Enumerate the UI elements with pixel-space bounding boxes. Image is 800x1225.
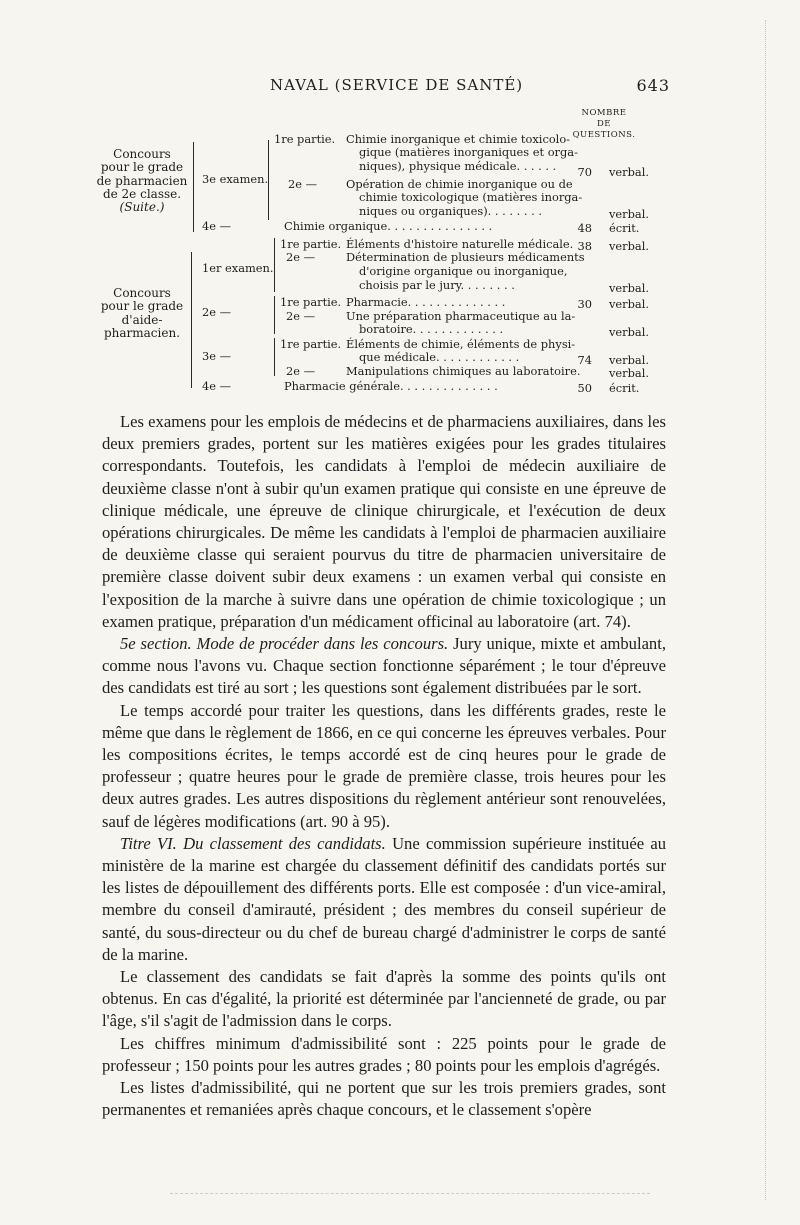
exam-label: 3e examen. [202, 172, 269, 186]
section-heading: 5e section. Mode de procéder dans les concours. [120, 634, 449, 654]
exam-brace [274, 296, 275, 334]
paragraph: Le temps accordé pour traiter les questions, dans les différents grades, reste le même que dans le règlement de 1866, en ce qui concerne les épreuves verbales. Pour les compositions écrites, le temps accordé est de cinq heures pour le grade de professeur ; quatre heures pour le grade de première classe, trois heures pour les deux autres grades. Les autres dispositions du règlement antérieur sont renouvelées, sauf de légères modifications (art. 90 à 95). [102, 700, 666, 831]
page-number: 643 [636, 76, 670, 95]
exam-table: Concours pour le grade de pharmacien de 2e classe. (Suite.) 3e examen. 1re partie. Chimie inorganique et chimie toxicolo- gique (matières inorganiques et orga- niques), physique médicale. . . . . . 70 verbal. 2e — Opération de chimie inorganique ou de chimie toxicologique (matières inorga- niques ou organiques). . . . . . . . verbal. 4e — Chimie organique. . . . . . . . . . . . . . . 48 écrit. Concours pour le grade d'aide- pharmacien. 1er examen. 1re partie. Éléments d'histoire naturelle médicale. 38 verbal. 2e — Détermination de plusieurs médicaments d'origine organique ou inorganique, choisis par le jury. . . . . . . . verbal. 2e — 1re partie. Pharmacie. . . . . . . . . . . . . . 30 verbal. 2e — Une préparation pharmaceutique au la- boratoire. . . . . . . . . . . . . verbal. 3e — 1re partie. Éléments de chimie, éléments de physi- que médicale. . . . . . . . . . . . 74 verbal. 2e — Manipulations chimiques au laboratoire. verbal. 4e — Pharmacie générale. . . . . . . . . . . . . . 50 écrit. [96, 132, 649, 395]
group-brace [193, 142, 194, 232]
group-label-pharmacien: Concours pour le grade de pharmacien de 2e classe. (Suite.) [96, 147, 188, 215]
paragraph: Les examens pour les emplois de médecins et de pharmaciens auxiliaires, dans les deux premiers grades, portent sur les matières exigées pour les grades titulaires correspondants. Toutefois, les candidats à l'emploi de médecin auxiliaire de deuxième classe n'ont à subir qu'un examen pratique qui consiste en une épreuve de clinique médicale, une épreuve de clinique chirurgicale, et l'exécution de deux opérations chirurgicales. De même les candidats à l'emploi de pharmacien auxiliaire de deuxième classe qui seraient pourvus du titre de pharmacien universitaire de première classe doivent subir deux examens : un examen verbal qui consiste en l'exposition de la marche à suivre dans une opération de chimie toxicologique ; un examen pratique, préparation d'un médicament officinal au laboratoire (art. 74). [102, 412, 666, 631]
bottom-scan-marks [170, 1193, 650, 1194]
exam-brace [268, 140, 269, 220]
paragraph: Les listes d'admissibilité, qui ne portent que sur les trois premiers grades, sont permanentes et remaniées après chaque concours, et le classement s'opère [102, 1078, 666, 1120]
margin-scan-marks [765, 20, 780, 1200]
exam-brace [274, 338, 275, 376]
paragraph: 5e section. Mode de procéder dans les concours. Jury unique, mixte et ambulant, comme nous l'avons vu. Chaque section fonctionne séparément ; le tour d'épreuve des candidats est tiré au sort ; les questions sont également distribuées par le sort. [102, 634, 666, 698]
paragraph: Les chiffres minimum d'admissibilité sont : 225 points pour le grade de professeur ; 150 points pour les autres grades ; 80 points pour les emplois d'agrégés. [102, 1033, 666, 1075]
section-heading: Titre VI. Du classement des candidats. [120, 833, 386, 853]
group-brace [191, 252, 192, 388]
column-header-line1: NOMBRE [581, 108, 627, 118]
group-label-aide-pharmacien: Concours pour le grade d'aide- pharmacien. [100, 286, 184, 340]
exam-brace [274, 238, 275, 292]
running-title: NAVAL (SERVICE DE SANTÉ) [270, 76, 524, 94]
paragraph: Le classement des candidats se fait d'après la somme des points qu'ils ont obtenus. En cas d'égalité, la priorité est déterminée par l'ancienneté de grade, ou par l'âge, s'il s'agit de l'admission dans le corps. [102, 967, 666, 1031]
running-head [270, 76, 670, 102]
column-header-line2: DE QUESTIONS. [572, 119, 636, 140]
paragraph: Titre VI. Du classement des candidats. Une commission supérieure instituée au ministère de la marine est chargée du classement définitif des candidats portés sur les listes de dépouillement des différents ports. Elle est composée : d'un vice-amiral, membre du conseil d'amirauté, président ; des membres du conseil supérieur de santé, du sous-directeur ou du chef de bureau chargé d'administrer le corps de santé de la marine. [102, 833, 667, 964]
body-text [102, 411, 666, 1122]
